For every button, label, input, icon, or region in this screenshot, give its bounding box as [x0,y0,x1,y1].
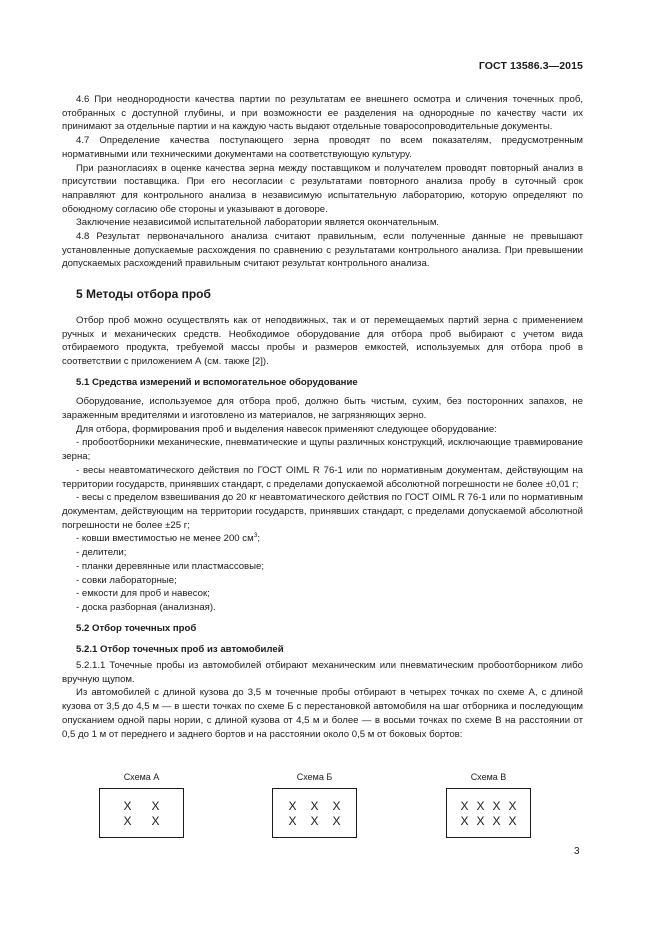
sampling-point-mark: X [476,798,485,813]
list-item-containers: - емкости для проб и навесок; [76,588,210,600]
paragraph-5-2-1-1: 5.2.1.1 Точечные пробы из автомобилей отбирают механическим или пневматическим пробоотборником либо вручную щупом. [62,660,583,685]
list-item-scales: - весы неавтоматического действия по ГОСТ OIML R 76-1 или по нормативным документам, действующим на территории государств, принявших стандарт, с пределами допускаемой абсолютной погрешности не более ±0,01 г; [62,464,583,490]
subsection-5-2-title: 5.2 Отбор точечных проб [76,622,197,634]
subsection-5-1-title: 5.1 Средства измерений и вспомогательное оборудование [76,376,358,388]
paragraph-4-7: 4.7 Определение качества поступающего зерна проводят по всем показателям, предусмотренным нормативными или техническими документами на соответствующую культуру. [62,135,583,160]
paragraph-equipment-requirements: Оборудование, используемое для отбора проб, должно быть чистым, сухим, без посторонних запахов, не зараженным вредителями и изготовлено из материалов, не загрязняющих зерно. [62,396,583,422]
list-item-board: - доска разборная (анализная). [76,601,216,613]
list-item-planks: - планки деревянные или пластмассовые; [76,560,265,572]
paragraph-disagreement: При разногласиях в оценке качества зерна между поставщиком и получателем проводят повторный анализ в присутствии поставщика. При его несогласии с результатами повторного анализа пробу в суточный срок направляют для контрольного анализа в независимую испытательную лабораторию, которую определяют по обоюдному согласию обе стороны и указывают в договоре. [62,162,583,215]
list-item-scoops-text: - ковши вместимостью не менее 200 см [76,533,254,545]
list-item-dividers: - делители; [76,547,127,559]
list-item-scoops-superscript: 3 [253,532,258,540]
sampling-point-mark: X [288,798,297,813]
paragraph-auto-sampling-points: Из автомобилей с длиной кузова до 3,5 м точечные пробы отбирают в четырех точках по схеме А, с длиной кузова от 3,5 до 4,5 м — в шести точках по схеме Б с перестановкой автомобиля на шаг отборника и последующим опусканием одной пары нории, с длиной кузова от 4,5 м и более — в восьми точках по схеме В на расстоянии от 0,5 до 1 м от переднего и заднего бортов и на расстоянии около 0,5 м от боковых бортов: [62,687,583,740]
paragraph-4-6: 4.6 При неоднородности качества партии по результатам ее внешнего осмотра и сличения точечных проб, отобранных с доступной глубины, и при возможности ее разделения на однородные по качеству части их принимают за отдельные партии и на каждую часть выдают отдельные товаросопроводительные документы. [62,94,583,133]
sampling-point-mark: X [508,813,517,828]
sampling-point-mark: X [476,813,485,828]
scheme-a-label: Схема А [123,772,160,782]
sampling-point-mark: X [310,813,319,828]
subsection-5-2-1-title: 5.2.1 Отбор точечных проб из автомобилей [76,644,284,656]
sampling-point-mark: X [492,813,501,828]
list-item-lab-scoops: - совки лабораторные; [76,574,177,586]
sampling-point-mark: X [151,798,160,813]
paragraph-4-8: 4.8 Результат первоначального анализа считают правильным, если полученные данные не превышают установленные допускаемые расхождения по сравнению с результатами контрольного анализа. При превышении допускаемых расхождений правильным считают результат контрольного анализа. [62,231,583,270]
document-standard-number: ГОСТ 13586.3—2015 [478,60,583,72]
sampling-point-mark: X [460,813,469,828]
sampling-schemes [62,771,583,841]
scheme-b-diagram [272,788,357,838]
sampling-point-mark: X [123,798,132,813]
sampling-point-mark: X [508,798,517,813]
list-item-scales-20kg: - весы с пределом взвешивания до 20 кг неавтоматического действия по ГОСТ OIML R 76-1 или по нормативным документам, действующим на территории государств, принявших стандарт, с пределами допускаемой абсолютной погрешности не более ±25 г; [62,492,583,531]
paragraph-equipment-intro: Для отбора, формирования проб и выделения навесок применяют следующее оборудование: [76,423,497,435]
list-item-scoops-end: ; [257,533,260,545]
scheme-c-label: Схема В [470,772,507,782]
scheme-b [272,771,357,838]
paragraph-section-5-intro: Отбор проб можно осуществлять как от неподвижных, так и от перемещаемых партий зерна с применением ручных и механических средств. Необходимое оборудование для отбора проб выбирают с учетом вида отбираемого продукта, требуемой массы пробы и размеров емкостей, используемых для отбора проб в соответствии с приложением А (см. также [2]). [62,314,583,367]
sampling-point-mark: X [332,813,341,828]
sampling-point-mark: X [492,798,501,813]
section-5-title: 5 Методы отбора проб [76,287,211,302]
document-body [62,93,583,741]
paragraph-conclusion: Заключение независимой испытательной лаборатории является окончательным. [76,217,440,229]
list-item-scoops [62,532,583,546]
sampling-point-mark: X [332,798,341,813]
sampling-point-mark: X [123,813,132,828]
sampling-point-mark: X [310,798,319,813]
scheme-c-diagram [446,788,531,838]
scheme-a [99,771,184,838]
list-item-samplers: - пробоотборники механические, пневматические и щупы различных конструкций, исключающие травмирование зерна; [62,437,583,463]
scheme-b-label: Схема Б [296,772,333,782]
page-number: 3 [574,846,580,857]
scheme-a-diagram [99,788,184,838]
sampling-point-mark: X [460,798,469,813]
sampling-point-mark: X [151,813,160,828]
scheme-c [446,771,531,838]
sampling-point-mark: X [288,813,297,828]
